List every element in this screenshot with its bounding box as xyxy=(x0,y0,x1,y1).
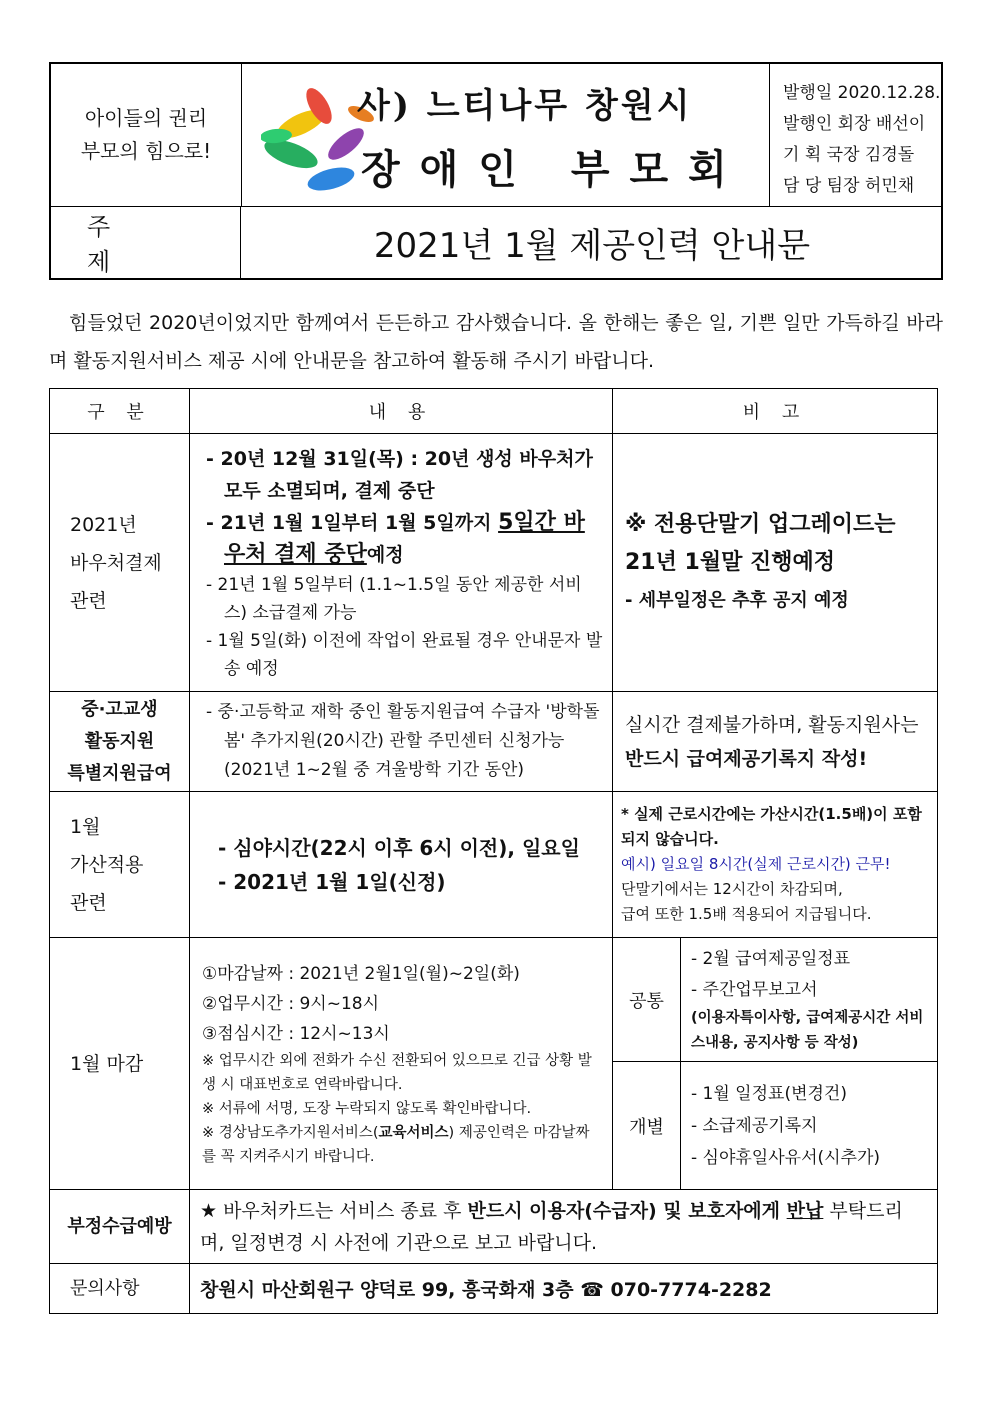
fraud-category: 부정수급예방 xyxy=(50,1190,190,1264)
deadline-content: ①마감날짜 : 2021년 2월1일(월)~2일(화) ②업무시간 : 9시~18시 ③점심시간 : 12시~13시 ※ 업무시간 외에 전화가 수신 전환되어 있으므로 긴급 상황 발생 시 대표번호로 연락바랍니다. ※ 서류에 서명, 도장 누락되지 않도록 확인바랍니다. ※ 경상남도추가지원서비스(교육서비스) 제공인력은 마감날짜를 꼭 지켜주시기 바랍니다. xyxy=(190,938,613,1190)
header-category: 구 분 xyxy=(50,389,190,434)
planner: 기 획 국장 김경돌 xyxy=(783,145,915,165)
organization-block xyxy=(241,64,770,206)
publication-info xyxy=(769,64,943,206)
fraud-content: ★ 바우처카드는 서비스 종료 후 반드시 이용자(수급자) 및 보호자에게 반납 부탁드리며, 일정변경 시 사전에 기관으로 보고 바랍니다. xyxy=(190,1190,938,1264)
newsletter-header xyxy=(49,62,943,280)
pub-date: 발행일 2020.12.28. xyxy=(783,83,941,103)
surcharge-category: 1월 가산적용 관련 xyxy=(50,792,190,938)
student-content: - 중·고등학교 재학 중인 활동지원급여 수급자 '방학돌봄' 추가지원(20시간) 관할 주민센터 신청가능 (2021년 1~2월 중 겨울방학 기간 동안) xyxy=(190,692,613,792)
table-row-voucher xyxy=(50,434,938,692)
table-header-row xyxy=(50,389,938,434)
table-row-deadline xyxy=(50,938,938,1062)
deadline-individual-list: - 1월 일정표(변경건) - 소급제공기록지 - 심야휴일사유서(시추가) xyxy=(681,1062,938,1190)
header-remarks: 비 고 xyxy=(613,389,938,434)
notice-table xyxy=(49,388,938,1314)
voucher-item-2: - 21년 1월 1일부터 1월 5일까지 5일간 바우처 결제 중단예정 xyxy=(206,509,585,567)
voucher-item-1: - 20년 12월 31일(목) : 20년 생성 바우처가 모두 소멸되며, 결제 중단 xyxy=(206,447,593,502)
voucher-item-3: - 21년 1월 5일부터 (1.1~1.5일 동안 제공한 서비스) 소급결제 가능 xyxy=(206,574,582,623)
table-row-student xyxy=(50,692,938,792)
student-remarks: 실시간 결제불가하며, 활동지원사는 반드시 급여제공기록지 작성! xyxy=(613,692,938,792)
slogan-line1: 아이들의 권리 xyxy=(84,106,208,130)
manager: 담 당 팀장 허민채 xyxy=(783,176,915,196)
voucher-remarks: ※ 전용단말기 업그레이드는 21년 1월말 진행예정 - 세부일정은 추후 공지 예정 xyxy=(613,434,938,692)
intro-paragraph: 힘들었던 2020년이었지만 함께여서 든든하고 감사했습니다. 올 한해는 좋은 일, 기쁜 일만 가득하길 바라며 활동지원서비스 제공 시에 안내문을 참고하여 활동해 주시기 바랍니다. xyxy=(49,312,943,372)
table-row-contact xyxy=(50,1264,938,1314)
contact-category: 문의사항 xyxy=(50,1264,190,1314)
topic-label: 주 제 xyxy=(51,206,241,278)
student-category: 중·고교생 활동지원 특별지원급여 xyxy=(50,692,190,792)
org-name-line1: 사) 느티나무 창원시 xyxy=(357,86,693,126)
org-name-line2: 장애인 부모회 xyxy=(361,146,747,193)
slogan xyxy=(51,64,242,206)
surcharge-content: - 심야시간(22시 이후 6시 이전), 일요일 - 2021년 1월 1일(신정) xyxy=(190,792,613,938)
deadline-common-list: - 2월 급여제공일정표 - 주간업무보고서 (이용자특이사항, 급여제공시간 서비스내용, 공지사항 등 작성) xyxy=(681,938,938,1062)
slogan-line2: 부모의 힘으로! xyxy=(80,139,212,163)
publisher: 발행인 회장 배선이 xyxy=(783,114,926,134)
header-content: 내 용 xyxy=(190,389,613,434)
table-row-surcharge xyxy=(50,792,938,938)
surcharge-remarks: * 실제 근로시간에는 가산시간(1.5배)이 포함되지 않습니다. 예시) 일요일 8시간(실제 근로시간) 근무! 단말기에서는 12시간이 차감되며, 급여 또한 1.5배 적용되어 지급됩니다. xyxy=(613,792,938,938)
voucher-category: 2021년 바우처결제 관련 xyxy=(50,434,190,692)
table-row-fraud xyxy=(50,1190,938,1264)
deadline-category: 1월 마감 xyxy=(50,938,190,1190)
deadline-individual-label: 개별 xyxy=(613,1062,681,1190)
voucher-item-4: - 1월 5일(화) 이전에 작업이 완료될 경우 안내문자 발송 예정 xyxy=(206,630,603,679)
deadline-common-label: 공통 xyxy=(613,938,681,1062)
voucher-content xyxy=(190,434,613,692)
contact-content: 창원시 마산회원구 양덕로 99, 흥국화재 3층 ☎ 070-7774-2282 xyxy=(190,1264,938,1314)
page-title: 2021년 1월 제공인력 안내문 xyxy=(373,225,811,266)
